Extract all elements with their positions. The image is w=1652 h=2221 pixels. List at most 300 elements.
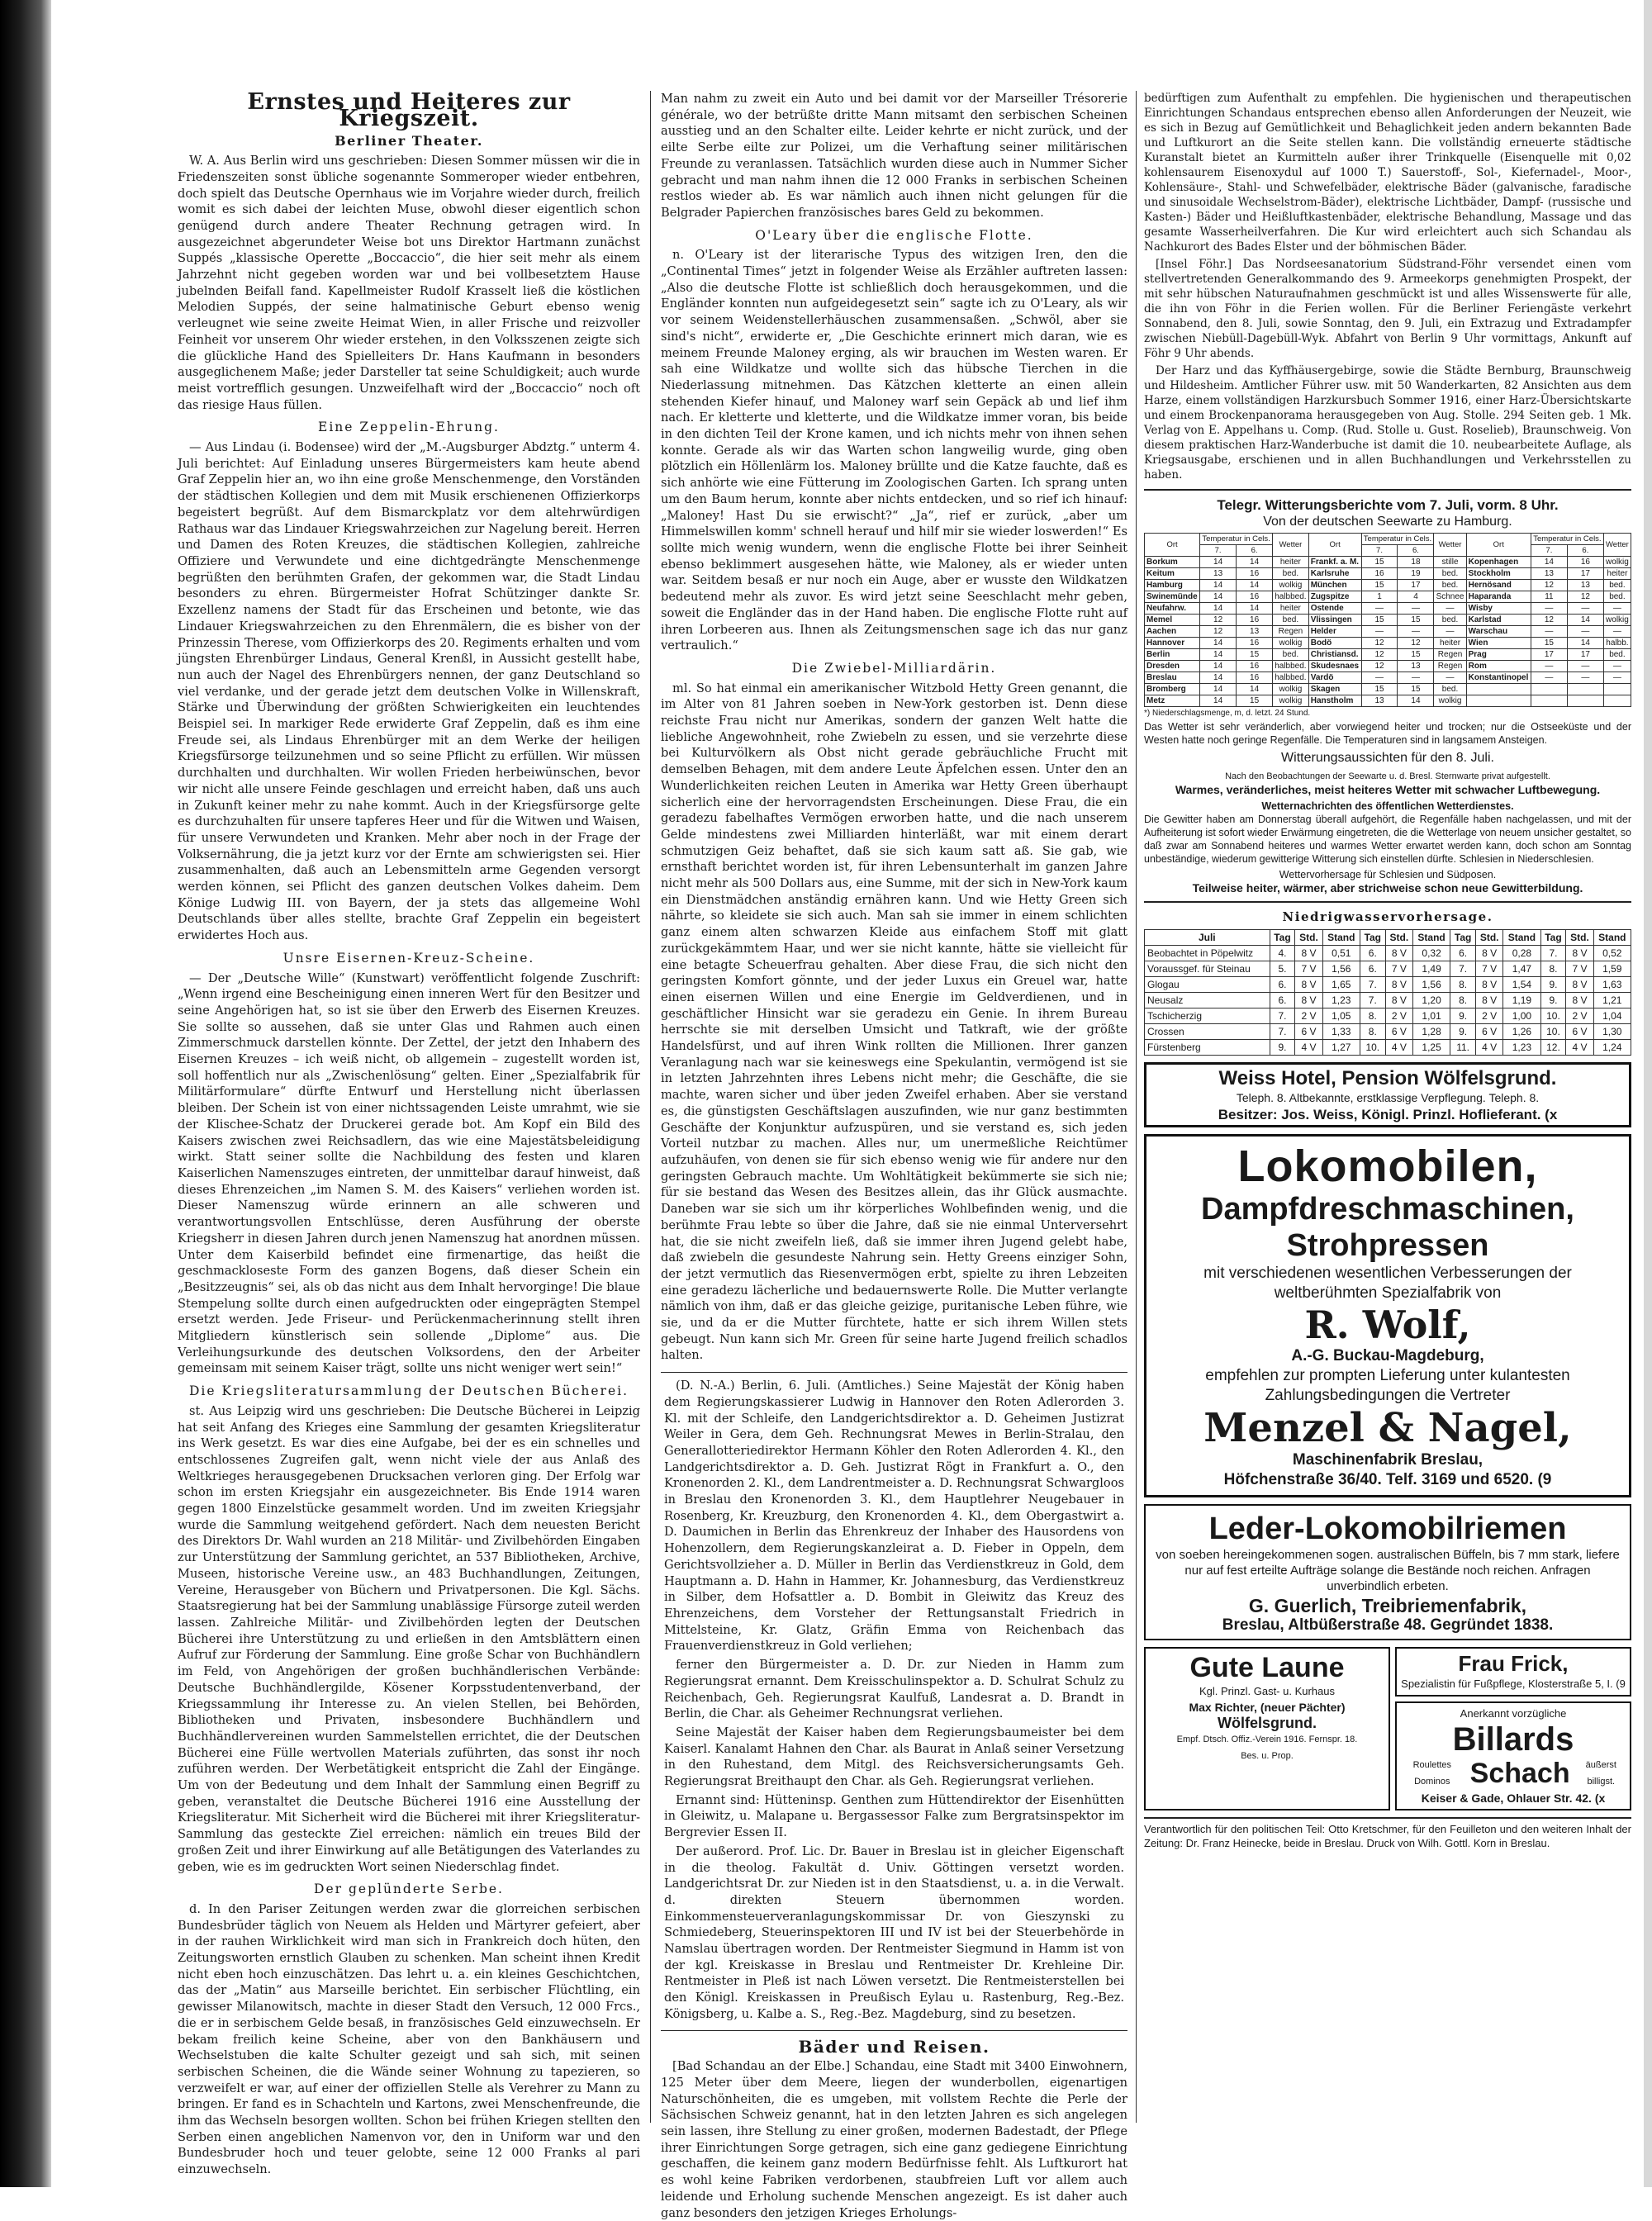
table-cell: 6.	[1450, 945, 1476, 961]
table-cell: 14	[1531, 557, 1567, 568]
table-cell: Zugspitze	[1308, 591, 1361, 603]
table-row	[1145, 992, 1631, 1008]
table-cell: wolkig	[1434, 695, 1466, 707]
table-cell: Tschicherzig	[1145, 1008, 1270, 1023]
table-cell: 17	[1567, 568, 1603, 580]
table-row	[1145, 638, 1631, 649]
table-cell: —	[1603, 661, 1631, 672]
table-cell: 4.	[1270, 945, 1295, 961]
ad-text: Empf. Dtsch. Offiz.-Verein 1916. Fernspr. 18.	[1176, 1735, 1358, 1745]
table-cell: —	[1398, 672, 1434, 684]
scan-binding-edge	[0, 0, 51, 2187]
table-cell: 15	[1361, 580, 1398, 591]
table-cell: 14	[1200, 603, 1237, 615]
table-row	[1145, 961, 1631, 976]
table-cell: 14	[1237, 557, 1273, 568]
ad-text	[1153, 1470, 1622, 1490]
table-cell: 0,52	[1593, 945, 1631, 961]
table-cell: 2 V	[1476, 1008, 1503, 1023]
table-cell: 16	[1237, 661, 1273, 672]
col-header: Ort	[1145, 534, 1200, 557]
article-text: [Insel Föhr.] Das Nordseesanatorium Südstrand-Föhr versendet einen vom stellvertretenden Generalkommando des 9. Armeekorps genehmigten Prospekt, der mit sehr hübschen Naturaufnahmen geschmückt ist und alles Wissenswerte für alle, die ihn von Föhr in die Ferien wollen. Für die Berliner Feriengäste verkehrt Sonnabend, den 8. Juli, sowie Sonntag, den 9. Juli, ein Extrazug und Extradampfer zwischen Niebüll-Dagebüll-Wyk. Abfahrt von Berlin 9 Uhr vormittags, Ankunft auf Föhr 9 Uhr abends.	[1144, 258, 1631, 360]
table-cell: 1,01	[1412, 1008, 1450, 1023]
table-cell: —	[1361, 672, 1398, 684]
table-cell: 9.	[1270, 1039, 1295, 1055]
table-cell: 1,23	[1503, 1039, 1540, 1055]
ad-headline: Weiss Hotel, Pension Wölfelsgrund.	[1218, 1066, 1557, 1089]
table-row	[1145, 1023, 1631, 1039]
table-cell: halbbed.	[1273, 661, 1309, 672]
table-cell: 8.	[1360, 1023, 1385, 1039]
table-cell: halbb.	[1603, 638, 1631, 649]
ad-text	[1399, 1676, 1627, 1692]
table-cell: 14	[1567, 638, 1603, 649]
ad-text: empfehlen zur prompten Lieferung unter kulantesten Zahlungsbedingungen die Vertreter	[1205, 1367, 1570, 1405]
table-row	[1145, 557, 1631, 568]
table-cell: 6 V	[1566, 1023, 1593, 1039]
table-cell	[1603, 695, 1631, 707]
table-cell: 2 V	[1385, 1008, 1412, 1023]
table-cell: —	[1434, 603, 1466, 615]
table-cell: Karlsruhe	[1308, 568, 1361, 580]
table-row	[1145, 615, 1631, 626]
weather-subtitle: Von der deutschen Seewarte zu Hamburg.	[1263, 514, 1512, 529]
section-heading: Bäder und Reisen.	[798, 2036, 990, 2057]
col-header: Wetter	[1603, 534, 1631, 557]
notice-text: Ernannt sind: Hütteninsp. Genthen zum Hüttendirektor der Eisenhütten in Gleiwitz, u. Malapane u. Bergassessor Falke zum Bergratsinspektor im Bergrevier Essen II.	[664, 1792, 1124, 1840]
prediction-text: Teilweise heiter, wärmer, aber strichweise schon neue Gewitterbildung.	[1192, 881, 1583, 895]
table-cell: Wien	[1466, 638, 1531, 649]
table-cell: 6.	[1270, 992, 1295, 1008]
table-cell: Borkum	[1145, 557, 1200, 568]
table-cell: Beobachtet in Pöpelwitz	[1145, 945, 1270, 961]
article-text: — Der „Deutsche Wille“ (Kunstwart) veröffentlicht folgende Zuschrift: „Wenn irgend eine Bescheinigung einen inneren Wert für den Besitzer und seine Angehörigen hat, so ist sie über den Erwerb des Eisernen Kreuzes. Sie sollte so aussehen, daß sie unter Glas und Rahmen auch einen Zimmerschmuck darstellen könnte. Der Zettel, der jetzt den Inhabern des Eisernen Kreuzes – ich weiß nicht, ob allgemein – zugestellt worden ist, soll hoffentlich nur als „Zwischenlösung“ gelten. Einer „Spezialfabrik für Militärformulare“ dürfte Entwurf und Herstellung nicht überlassen bleiben. Der Schein ist von einer nichtssagenden Leiste umrahmt, wie sie der Klischee-Schatz der Druckerei gerade bot. Am Kopf ein Bild des Kaisers zwischen zwei Reichsadlern, das wie eine Majestätsbeleidigung wirkt. Statt seiner sollte die Nachbildung des festen und klaren Kaiserlichen Namenszuges eintreten, der unmittelbar darauf hinweist, daß dieses Ehrenzeichen „im Namen S. M. des Kaisers“ verliehen worden ist. Dieser Namenszug würde erinnern an alle schweren und verantwortungsvollen Entschlüsse, deren Ausführung der oberste Kriegsherr in diesen Jahren durch jenen Namenszug hat anordnen müssen. Unter dem Kaiserbild befindet eine firmenartige, das heißt die geschmackloseste Form des ganzen Bogens, daß dieser Schein ein „Besitzzeugnis“ sei, als ob das nicht aus dem Inhalt hervorginge! Die blaue Stempelung sollte durch einen aufgedruckten oder eingeprägten Stempel ersetzt werden. Jede Friseur- und Perückenmacherinnung stellt ihren Mitgliedern künstlerisch sein sollende „Diplome“ aus. Die Verleihungsurkunde des deutschen Volksordens, den der Arbeiter gemeinsam mit seinem Kaiser trägt, sollte uns nicht weniger wert sein!“	[178, 971, 640, 1376]
ad-text: Besitzer: Jos. Weiss, Königl. Prinzl. Hoflieferant. (x	[1218, 1106, 1558, 1122]
obs-text: Die Gewitter haben am Donnerstag überall aufgehört, die Regenfälle haben nachgelassen, und mit der Aufheiterung ist sofort wieder Erwärmung eingetreten, die die Wetterlage von neuem unsicher gestaltet, so daß zwar am Sonnabend heiteres und warmes Wetter erwartet werden kann, doch schon am Sonntag unbeständige, wiederum gewitterige Witterung sich einstellen dürfte. Schlesien in Niederschlesien.	[1144, 814, 1631, 866]
table-cell: 0,51	[1322, 945, 1360, 961]
table-cell: Aachen	[1145, 626, 1200, 638]
table-cell: 1	[1361, 591, 1398, 603]
table-cell: 9.	[1450, 1008, 1476, 1023]
table-cell: wolkig	[1273, 684, 1309, 695]
ad-text: G. Guerlich, Treibriemenfabrik,	[1248, 1595, 1527, 1617]
table-cell: 7.	[1360, 992, 1385, 1008]
ad-billards	[1395, 1701, 1631, 1811]
table-cell: bed.	[1603, 649, 1631, 661]
col-header: Juli	[1145, 929, 1270, 945]
scan-right-edge	[1644, 0, 1652, 2187]
table-cell: 16	[1361, 568, 1398, 580]
article-heading: Der geplünderte Serbe.	[314, 1882, 504, 1897]
table-cell: Prag	[1466, 649, 1531, 661]
table-cell: 14	[1200, 661, 1237, 672]
table-cell: 7.	[1540, 945, 1566, 961]
table-cell: —	[1434, 672, 1466, 684]
table-cell: 10.	[1540, 1023, 1566, 1039]
table-cell: 14	[1200, 672, 1237, 684]
table-cell: Stockholm	[1466, 568, 1531, 580]
col-header: 6.	[1398, 545, 1434, 557]
table-cell: 9.	[1540, 976, 1566, 992]
table-cell: 4	[1398, 591, 1434, 603]
table-cell: 8 V	[1295, 976, 1322, 992]
ad-text: Anerkannt vorzügliche	[1460, 1706, 1567, 1720]
table-cell: Swinemünde	[1145, 591, 1200, 603]
ad-text: Kgl. Prinzl. Gast- u. Kurhaus	[1199, 1684, 1335, 1697]
table-cell: Warschau	[1466, 626, 1531, 638]
obs-title: Wetternachrichten des öffentlichen Wetterdienstes.	[1261, 800, 1514, 813]
table-cell: 14	[1200, 649, 1237, 661]
table-cell: 7 V	[1385, 961, 1412, 976]
section-title: Ernstes und Heiteres zur Kriegszeit.	[247, 89, 571, 131]
ad-address: Höfchenstraße 36/40. Telf. 3169 und 6520.	[1223, 1471, 1534, 1489]
col-header: Stand	[1503, 929, 1540, 945]
article-heading: Eine Zeppelin-Ehrung.	[318, 420, 500, 435]
table-cell: wolkig	[1273, 638, 1309, 649]
table-cell: Memel	[1145, 615, 1200, 626]
table-row	[1145, 626, 1631, 638]
table-cell: 6 V	[1385, 1023, 1412, 1039]
table-row	[1145, 603, 1631, 615]
ad-text: äußerst billigst.	[1585, 1760, 1616, 1787]
table-cell: Skagen	[1308, 684, 1361, 695]
table-cell: 14	[1200, 684, 1237, 695]
table-cell: 1,63	[1593, 976, 1631, 992]
table-cell: 14	[1200, 580, 1237, 591]
notice-text: Seine Majestät der Kaiser haben dem Regierungsbaumeister bei dem Kaiserl. Kanalamt Hahnen den Char. als Baurat in Anlaß seiner Versetzung in den Ruhestand, dem Mitgl. des Reichsversicherungsamts Geh. Regierungsrat Breithaupt den Char. als Geh. Regierungsrat verliehen.	[664, 1725, 1124, 1789]
table-cell: 8 V	[1295, 945, 1322, 961]
table-cell: —	[1531, 626, 1567, 638]
table-row	[1145, 945, 1631, 961]
table-cell: 12	[1531, 580, 1567, 591]
table-cell: 14	[1237, 603, 1273, 615]
table-cell: 10.	[1360, 1039, 1385, 1055]
table-cell: 16	[1237, 672, 1273, 684]
table-cell: —	[1531, 672, 1567, 684]
ad-gute-laune	[1144, 1647, 1390, 1811]
col-header: Std.	[1385, 929, 1412, 945]
column-3	[1144, 91, 1631, 2114]
table-cell: 8 V	[1385, 992, 1412, 1008]
col-header: Std.	[1566, 929, 1593, 945]
column-rule	[1136, 91, 1137, 2123]
prediction-title: Wettervorhersage für Schlesien und Südposen.	[1279, 869, 1497, 881]
table-cell: Berlin	[1145, 649, 1200, 661]
ad-text-main: Spezialistin für Fußpflege, Klosterstraße 5, I.	[1401, 1677, 1613, 1690]
weather-report: Das Wetter ist sehr veränderlich, aber vorwiegend heiter und trocken; nur die Ostseeküste und der Westen hatte noch geringe Regenfälle. Die Temperaturen sind in langsamem Ansteigen.	[1144, 721, 1631, 747]
table-cell: 1,05	[1322, 1008, 1360, 1023]
article-heading: Berliner Theater.	[335, 133, 483, 149]
table-cell: Neusalz	[1145, 992, 1270, 1008]
table-cell: 15	[1398, 684, 1434, 695]
table-row	[1145, 976, 1631, 992]
col-header: Temperatur in Cels.	[1361, 534, 1434, 545]
table-cell: 18	[1398, 557, 1434, 568]
table-row	[1145, 672, 1631, 684]
article-text: bedürftigen zum Aufenthalt zu empfehlen. Die hygienischen und therapeutischen Einrichtungen Schandaus entsprechen ebenso allen Anforderungen der Neuzeit, wie es sich in Bezug auf Gemütlichkeit und Behaglichkeit jeden andern bekannten Bade und Luftkurort an die Seite stellen kann. Die vollständig erneuerte städtische Kuranstalt bietet an Kurmitteln außer ihrer Trinkquelle (Eisenquelle mit 0,02 kohlensaurem Eisenoxydul auf 1000 T.) Sauerstoff-, Sol-, Kiefernadel-, Moor-, Kohlensäure-, Stahl- und Schwefelbäder, elektrische Bäder (galvanische, faradische und sinusoidale Wechselstrom-Bäder), elektrische Lichtbäder, Dampf- (russische und Kasten-) Bäder und Heißluftkastenbäder, elektrische Behandlung, Massage und das gesamte Wasserheilverfahren. Die Kur wird erleichtert auch sich Schandau als Nachkurort des Bades Elster und der böhmischen Bäder.	[1144, 92, 1631, 254]
table-cell: Regen	[1273, 626, 1309, 638]
table-cell: 1,26	[1503, 1023, 1540, 1039]
table-cell: heiter	[1273, 603, 1309, 615]
table-row	[1145, 649, 1631, 661]
table-cell: halbbed.	[1273, 591, 1309, 603]
table-cell: 8 V	[1566, 992, 1593, 1008]
table-cell: 1,49	[1412, 961, 1450, 976]
table-cell: 1,47	[1503, 961, 1540, 976]
table-cell: Haparanda	[1466, 591, 1531, 603]
table-cell	[1567, 684, 1603, 695]
table-cell: 13	[1398, 661, 1434, 672]
ad-text: mit verschiedenen wesentlichen Verbesserungen der weltberühmten Spezialfabrik von	[1203, 1265, 1572, 1303]
ad-brand: Menzel & Nagel,	[1203, 1405, 1572, 1452]
table-cell: 1,27	[1322, 1039, 1360, 1055]
table-cell: bed.	[1273, 615, 1309, 626]
table-row	[1145, 591, 1631, 603]
table-cell: 1,56	[1322, 961, 1360, 976]
col-header: Wetter	[1434, 534, 1466, 557]
ad-text: Maschinenfabrik Breslau,	[1292, 1451, 1483, 1469]
ad-headline: Lokomobilen,	[1237, 1141, 1538, 1192]
article-text: Man nahm zu zweit ein Auto und bei damit vor der Marseiller Trésorerie générale, wo der betrüßte dritte Mann mitsamt den serbischen Scheinen ausstieg und an den Schalter eilte. Leider kehrte er nicht zurück, und der eilte Serbe eilte zur Polizei, um die Verhaftung seiner militärischen Freunde zu veranlassen. Tatsächlich wurden diese auch in Nummer Sicher gebracht und man nahm ihnen die 12 000 Franks in serbischen Scheinen restlos wieder ab. Es war nämlich auch ihnen nicht gelungen für die Belgrader Papierchen französisches bares Geld zu bekommen.	[661, 92, 1127, 220]
table-cell: 15	[1361, 684, 1398, 695]
table-cell: Christiansd.	[1308, 649, 1361, 661]
table-cell: —	[1531, 603, 1567, 615]
table-cell: Hanstholm	[1308, 695, 1361, 707]
table-cell: —	[1361, 603, 1398, 615]
table-cell: Fürstenberg	[1145, 1039, 1270, 1055]
ad-text: Roulettes Dominos	[1412, 1760, 1452, 1787]
table-cell: —	[1567, 603, 1603, 615]
table-cell: 8 V	[1476, 992, 1503, 1008]
ad-column-right	[1395, 1647, 1631, 1811]
table-cell: 7.	[1450, 961, 1476, 976]
table-row	[1145, 695, 1631, 707]
table-cell: 7.	[1360, 976, 1385, 992]
weather-footnote: *) Niederschlagsmenge, m, d. letzt. 24 Stund.	[1144, 709, 1311, 719]
table-cell: 0,32	[1412, 945, 1450, 961]
table-cell: Metz	[1145, 695, 1200, 707]
col-header: Wetter	[1273, 534, 1309, 557]
table-cell: 12	[1398, 638, 1434, 649]
table-cell: 17	[1398, 580, 1434, 591]
table-cell: 14	[1237, 684, 1273, 695]
table-cell: 6 V	[1476, 1023, 1503, 1039]
table-cell: 12	[1567, 591, 1603, 603]
table-cell: 15	[1398, 615, 1434, 626]
article-heading: Unsre Eisernen-Kreuz-Scheine.	[282, 950, 535, 966]
table-cell: Neufahrw.	[1145, 603, 1200, 615]
table-cell: 15	[1237, 695, 1273, 707]
table-row	[1145, 684, 1631, 695]
table-cell: 0,28	[1503, 945, 1540, 961]
ad-headline: Schach	[1469, 1758, 1570, 1790]
table-row	[1145, 661, 1631, 672]
table-cell: Kopenhagen	[1466, 557, 1531, 568]
table-cell: 12	[1361, 649, 1398, 661]
ad-text: Wölfelsgrund.	[1218, 1715, 1317, 1732]
table-cell: 4 V	[1476, 1039, 1503, 1055]
table-cell: 5.	[1270, 961, 1295, 976]
table-cell: 13	[1361, 695, 1398, 707]
weather-title: Telegr. Witterungsberichte vom 7. Juli, vorm. 8 Uhr.	[1217, 497, 1559, 513]
table-cell: Crossen	[1145, 1023, 1270, 1039]
table-cell: Karlstad	[1466, 615, 1531, 626]
notice-text: Der außerord. Prof. Lic. Dr. Bauer in Breslau ist in gleicher Eigenschaft in die theolog. Fakultät d. Univ. Göttingen versetzt worden. Landgerichtsrat Dr. zur Nieden ist in den Staatsdienst, u. a. in die Verwalt. d. direkten Steuern übernommen worden. Einkommensteuerveranlagungskommissar Dr. von Gieszynski zu Schmiedeberg, Steuerinspektoren III und IV ist bei der Steuerbehörde in Namslau übertragen worden. Der Rentmeister Siegmund in Hamm ist von der kgl. Kreiskasse in Breslau und Rentmeister Dr. Krehleine Dir. Rentmeister in Pleß ist nach Löwen versetzt. Die Rentmeisterstellen bei den Königl. Kreiskassen in Preußisch Eylau u. Rastenburg, Reg.-Bez. Königsberg, u. Kalbe a. S., Reg.-Bez. Magdeburg, sind zu besetzen.	[664, 1844, 1124, 2021]
table-cell: 1,59	[1593, 961, 1631, 976]
article-text: st. Aus Leipzig wird uns geschrieben: Die Deutsche Bücherei in Leipzig hat seit Anfang des Krieges eine Sammlung der gesamten Kriegsliteratur ins Werk gesetzt. Es war dies eine Aufgabe, bei der es ein schnelles und entschlossenes Zugreifen galt, wenn nicht viele der aus Anlaß des Weltkrieges herausgegebenen Drucksachen verloren ging. Der Erfolg war schon im ersten Kriegsjahr ein ausgezeichneter. Bis Ende 1914 waren gegen 1800 Einzelstücke gesammelt worden. Und im zweiten Kriegsjahr wurde die Sammlung weitgehend gefördert. Nach dem neuesten Bericht des Direktors Dr. Wahl wurden an 218 Militär- und Zivilbehörden Eingaben zur Unterstützung der Sammlung gerichtet, an 537 Bibliotheken, Archive, Museen, historische Vereine usw., an 483 Buchhandlungen, Zeitungen, Vereine, Herausgeber von Büchern und Privatpersonen. Die Kgl. Sächs. Staatsregierung hat bei der Sammlung unablässige Fürsorge zuteil werden lassen. Zahlreiche Militär- und Zivilbehörden legten der Deutschen Bücherei ihre Unterstützung zu und erließen in den Amtsblättern einen Aufruf zur Förderung der Sammlung. Eine große Schar von Buchhändlern im Feld, von Angehörigen der großen buchhändlerischen Verbände: Deutsche Buchhändlergilde, Kösener Korpsstudentenverband, der Kriegssammlung ihr Interesse zu. An vielen Stellen, bei Behörden, Bibliotheken und Privaten, insbesondere Buchhändlern und Buchhändlervereinen wurden Sammelstellen errichtet, die der Deutschen Bücherei eine Fülle wertvollen Materials zuführten, das sonst ihr noch zuführen werden. Der Werbetätigkeit entspricht die Zahl der Eingänge. Um von der Bedeutung und dem Inhalt der Sammlung einen Begriff zu geben, veranstaltet die Deutsche Bücherei 1916 eine Ausstellung der Kriegsliteratur. Mit Sicherheit wird die Bücherei mit ihrer Kriegsliteratur-Sammlung das gesteckte Ziel erreichen: nämlich ein treues Bild der großen Zeit und ihrer Einwirkung auf alle Betätigungen des Vaterlandes zu geben, wie es im gedruckten Wort seinen Niederschlag findet.	[178, 1403, 640, 1874]
ad-frau-frick	[1395, 1647, 1631, 1697]
table-cell: 14	[1567, 615, 1603, 626]
table-cell: 12	[1200, 626, 1237, 638]
table-cell: 12	[1361, 661, 1398, 672]
table-cell: 1,20	[1412, 992, 1450, 1008]
table-cell: Breslau	[1145, 672, 1200, 684]
ad-brand: R. Wolf,	[1304, 1303, 1471, 1348]
table-cell: wolkig	[1273, 695, 1309, 707]
table-cell: bed.	[1434, 615, 1466, 626]
table-cell: Rom	[1466, 661, 1531, 672]
article-text: — Aus Lindau (i. Bodensee) wird der „M.-Augsburger Abdztg.“ unterm 4. Juli berichtet: Auf Einladung unseres Bürgermeisters kam heute abend Graf Zeppelin hier an, wo ihn eine große Menschenmenge, den Vorständen der städtischen Kollegien und dem mit Musik erschienenen Offizierkorps begeistert begrüßt. Auf dem Bismarckplatz vor dem altehrwürdigen Rathaus war das Lindauer Kriegswahrzeichen zur Nagelung bereit. Herren und Damen des Roten Kreuzes, die städtischen Kollegien, zahlreiche Offiziere und Verwundete und eine dichtgedrängte Menschenmenge begrüßten den berühmten Grafen, der gekommen war, die Stadt Lindau besonders zu ehren. Bürgermeister Hofrat Schützinger dankte Sr. Exzellenz namens der Stadt für das Erscheinen und betonte, wie das Lindauer Kriegswahrzeichen zu den Ehrenmälern, die es bisher von der Prinzessin Therese, vom Offizierkorps des 20. Regiments erhalten und vom jüngsten Ehrenbürger Lindaus, General Krenßl, in Aussicht gestellt habe, nun auch der Nagel des Ehrenbürgers nennen, der ganz Deutschland so viel verdanke, und der gerade jetzt dem deutschen Volke in Willenskraft, Stärke und Überwindung der größten Schwierigkeiten ein leuchtendes Beispiel sei. In markiger Rede erwiderte Graf Zeppelin, daß es ihm eine Freude sei, als Lindaus Ehrenbürger mit an dem Werke der heiligen Kriegsfürsorge teilzunehmen und so seine Pflicht zu erfüllen. Wir müssen durchhalten und durchhalten. Wir wollen Frieden herbeiwünschen, bevor wir nicht alle unsere Feinde geschlagen und erreicht haben, daß uns auch in Zukunft keiner mehr zu nahe kommt. Auch in der Kriegsfürsorge gelte es durchzuhalten für unsere tapferes Heer und für die Witwen und Waisen, für unsere Verwundeten und Kranken. Mehr aber noch in der Frage der Volksernährung, die ja jetzt kurz vor der Ernte am schwierigsten sei. Hier zusammenhalten, daß auch an Lebensmitteln arme Gegenden versorgt werden können, sei Pflicht des ganzen deutschen Volkes daheim. Dem Könige Ludwig III. von Bayern, der ja stets das allgemeine Wohl Deutschlands über alles stellte, brachte Graf Zeppelin ein begeistert erwidertes Hoch aus.	[178, 440, 640, 943]
table-cell: —	[1603, 626, 1631, 638]
col-header: Ort	[1466, 534, 1531, 557]
article-text: n. O'Leary ist der literarische Typus des witzigen Iren, den die „Continental Times“ jetzt in folgender Weise als Erzähler auftreten lassen: „Also die deutsche Flotte ist schließlich doch herausgekommen, und die Engländer konnten nun aufgeidegesetzt sein“ sagte ich zu O'Leary, als wir vor seinem Weidenstellerhäuschen zusammensaßen. „Schwöl, aber sie sind's nicht“, erwiderte er, „Die Geschichte erinnert mich daran, wie es meinem Freunde Maloney erging, als wir brauchen im Westen waren. Er sah eine Wildkatze und wollte sich das hübsche Tierchen in die Niederlassung mitnehmen. Das Kätzchen kletterte an einen allein stehenden Kiefer hinauf, und Maloney warf sein Gepäck ab und lief ihm nach. Er kletterte und kletterte, und die Wildkatze immer voran, bis beide in den dichten Teil der Krone kamen, und ich nichts mehr von ihnen sehen konnte. Gerade als wir das Warten schon langweilig wurde, ging oben plötzlich ein Höllenlärm los. Maloney brüllte und die Katze fauchte, daß es sich anhörte wie eine Fütterung im Zoologischen Garten. Ich sprang unten um den Baum herum, konnte aber nichts entdecken, und so rief ich hinauf: „Maloney! Hast Du sie erwischt?“ „Ja“, rief er zurück, „aber um Himmelswillen komm' schnell herauf und hilf mir sie wieder loswerden!“ Es sollte mich wenig wundern, wenn die englische Flotte bei ihrer Seinheit ebenso beklimmert ausgesehen hätte, wie Maloney, als er wieder unten war. Seitdem besaß er nur noch ein Auge, aber er wusste den Wildkatzen bedeutend mehr als zuvor. Es wird jetzt seine Seeschlacht mehr geben, soweit die Engländer das in der Hand haben. Die englische Flotte ruht auf ihren Lorbeeren aus. Ihnen als Zeitungsmenschen sage ich das nur ganz vertraulich.“	[661, 248, 1127, 653]
table-cell: Konstantinopel	[1466, 672, 1531, 684]
ad-code: (9	[1616, 1677, 1626, 1690]
divider	[1144, 901, 1631, 903]
column-1	[178, 89, 640, 2177]
table-cell: Regen	[1434, 661, 1466, 672]
table-cell: 7.	[1270, 1008, 1295, 1023]
table-cell: 8.	[1360, 1008, 1385, 1023]
weather-table	[1144, 533, 1631, 707]
table-cell	[1531, 684, 1567, 695]
ad-headline: Leder-Lokomobilriemen	[1208, 1512, 1567, 1547]
table-cell: Ostende	[1308, 603, 1361, 615]
table-cell: 8.	[1540, 961, 1566, 976]
table-cell: bed.	[1603, 591, 1631, 603]
table-cell: 14	[1237, 580, 1273, 591]
table-cell: heiter	[1434, 638, 1466, 649]
table-cell: 1,28	[1412, 1023, 1450, 1039]
table-cell: 16	[1567, 557, 1603, 568]
ad-headline: Frau Frick,	[1458, 1650, 1569, 1676]
table-cell: 1,04	[1593, 1008, 1631, 1023]
ad-code: (9	[1537, 1471, 1552, 1489]
table-cell: Frankf. a. M.	[1308, 557, 1361, 568]
table-cell: 12.	[1540, 1039, 1566, 1055]
table-cell: Dresden	[1145, 661, 1200, 672]
ad-text: A.-G. Buckau-Magdeburg,	[1291, 1347, 1484, 1365]
table-cell: 7.	[1270, 1023, 1295, 1039]
table-cell: 10.	[1540, 1008, 1566, 1023]
table-cell: 8 V	[1295, 992, 1322, 1008]
table-row	[1145, 1039, 1631, 1055]
table-cell: wolkig	[1273, 580, 1309, 591]
table-cell: Vlissingen	[1308, 615, 1361, 626]
table-cell: 1,23	[1322, 992, 1360, 1008]
table-cell: 13	[1531, 568, 1567, 580]
table-cell: 1,24	[1593, 1039, 1631, 1055]
table-cell: halbbed.	[1273, 672, 1309, 684]
ad-text: von soeben hereingekommenen sogen. australischen Büffeln, bis 7 mm stark, liefere nur auf fest erteilte Aufträge solange die Bestände noch reichen. Anfragen unverbindlich erbeten.	[1156, 1548, 1620, 1594]
table-cell: 11	[1531, 591, 1567, 603]
col-header: Stand	[1322, 929, 1360, 945]
table-cell: Schnee	[1434, 591, 1466, 603]
table-cell: 13	[1200, 568, 1237, 580]
table-cell: wolkig	[1603, 615, 1631, 626]
table-cell: 8 V	[1566, 945, 1593, 961]
ad-leder-riemen	[1144, 1504, 1631, 1640]
article-text: ml. So hat einmal ein amerikanischer Witzbold Hetty Green genannt, die im Alter von 81 Jahren soeben in New-York gestorben ist. Denn diese reichste Frau nicht nur Amerikas, sondern der ganzen Welt hatte die liebliche Angewohnheit, rohe Zwiebeln zu essen, und sie verzehrte diese bei Kulturvölkern als Obst nicht gerade gebräuchliche Frucht mit demselben Behagen, mit dem andere Leute Äpfelchen essen. Unter den an Wunderlichkeiten reichen Leuten in Amerika war Hetty Green überhaupt sicherlich eine der hervorragendsten Erscheinungen. Diese Frau, die ein geradezu fabelhaftes Vermögen erworben hatte, und die nach unserem Gelde mindestens zwei Milliarden hinterläßt, war mit einem derart schmutzigen Geiz behaftet, daß sie sich kaum satt aß. Sie gab, wie ernsthaft berichtet worden ist, für ihren Lebensunterhalt im ganzen Jahre nicht mehr als 500 Dollars aus, eine Summe, mit der sich in New-York kaum ein Dienstmädchen anständig ernähren kann. Und wie Hetty Green sich nährte, so kleidete sie sich auch. Man sah sie immer in einem schlichten ganz einem alten schwarzen Kleide aus einfachem Stoff mit glatt zurückgekämmtem Haar, und wer sie nicht kannte, hätte sie vielleicht für eine betagte Scheuerfrau gehalten. Aber diese Frau, die sich nicht den geringsten Komfort gönnte, und der jeder Luxus ein Greuel war, hatte einen eisernen Willen und eine Energie im Geldverdienen, und in geschäftlicher Hinsicht war sie geradezu ein Genie. In ihrem Bureau herrschte sie mit derselben Umsicht und Tatkraft, wie der größte Handelsfürst, und auf ihren Wink rollten die Millionen. Ihrer ganzen Veranlagung nach war sie keineswegs eine Spekulantin, vermögend ist sie in letzten Jahrzehnten ihres Lebens nicht mehr; die Geschäfte, die sie machte, waren sicher und über jeden Zweifel erhaben. Aber sie verstand es, die günstigsten Geschäftslagen auszufinden, wie nur ganz bestimmten Geschäfte der Konjunktur aufzuspüren, und sie verstand es, sich jeden Vorteil nutzbar zu machen. Alles nur, um unermeßliche Reichtümer aufzuhäufen, von denen sie für sich ebenso wenig wie für andere nur den geringsten Gebrauch machte. Um Wohltätigkeit bekümmerte sie sich nie; für sie bestand das Wesen des Besitzes allein, das ihr Glück ausmachte. Daneben war sie sich um ihr körperliches Wohlbefinden wenig, und die berühmte Frau lebte so über die Jahre, daß sie nie einmal Unterversehrt hat, die sie nicht zweifeln ließ, daß sie immer ihren Jugend gelebt habe, daß zwiebeln die gesundeste Nahrung sein. Hetty Greens einziger Sohn, der jetzt vermutlich das Riesenvermögen erbt, spielte zu ihren Lebzeiten eine geradezu lächerliche und bedauernswerte Rolle. Die Mutter verlangte nämlich von ihm, daß er das gleiche geizige, puritanische Leben führe, wie sie, und da er die Mutter fürchtete, hatte er sich ihrem Willen stets gebeugt. Nun kann sich Mr. Green für seine harte Jugend freilich schadlos halten.	[661, 681, 1127, 1363]
forecast-text: Warmes, veränderliches, meist heiteres Wetter mit schwacher Luftbewegung.	[1175, 783, 1601, 797]
col-header: 6.	[1237, 545, 1273, 557]
table-cell: bed.	[1434, 580, 1466, 591]
table-row	[1145, 568, 1631, 580]
table-cell: München	[1308, 580, 1361, 591]
table-cell: —	[1567, 672, 1603, 684]
col-header: Tag	[1270, 929, 1295, 945]
table-cell: 13	[1567, 580, 1603, 591]
table-cell: Hannover	[1145, 638, 1200, 649]
table-cell: 8.	[1450, 976, 1476, 992]
col-header: 7.	[1361, 545, 1398, 557]
col-header: Temperatur in Cels.	[1200, 534, 1273, 545]
table-cell: 1,00	[1503, 1008, 1540, 1023]
column-rule	[650, 91, 651, 2123]
col-header: Stand	[1412, 929, 1450, 945]
table-cell: 16	[1237, 615, 1273, 626]
table-cell: —	[1398, 626, 1434, 638]
ad-text: Breslau, Altbüßerstraße 48. Gegründet 1838.	[1222, 1616, 1554, 1635]
water-table-body	[1145, 945, 1631, 1055]
table-cell: 7 V	[1476, 961, 1503, 976]
table-cell: 4 V	[1295, 1039, 1322, 1055]
ad-code: (x	[1594, 1791, 1606, 1805]
col-header: 7.	[1200, 545, 1237, 557]
table-cell: —	[1531, 661, 1567, 672]
table-cell: 9.	[1540, 992, 1566, 1008]
table-cell: 8 V	[1566, 976, 1593, 992]
col-header: Tag	[1360, 929, 1385, 945]
ad-weiss-hotel	[1144, 1062, 1631, 1127]
col-header: Stand	[1593, 929, 1631, 945]
table-cell: 4 V	[1566, 1039, 1593, 1055]
col-header: Ort	[1308, 534, 1361, 557]
table-cell: 16	[1237, 591, 1273, 603]
table-cell: 12	[1200, 615, 1237, 626]
table-cell: heiter	[1273, 557, 1309, 568]
col-header: Std.	[1295, 929, 1322, 945]
table-cell: —	[1567, 626, 1603, 638]
official-notices	[661, 1372, 1127, 2030]
forecast-title: Witterungsaussichten für den 8. Juli.	[1281, 751, 1494, 766]
ad-address: Keiser & Gade, Ohlauer Str. 42.	[1421, 1791, 1592, 1805]
forecast-subtitle: Nach den Beobachtungen der Seewarte u. d. Bresl. Sternwarte privat aufgestellt.	[1225, 771, 1550, 782]
table-cell: 1,54	[1503, 976, 1540, 992]
table-cell: bed.	[1434, 568, 1466, 580]
table-cell: 1,30	[1593, 1023, 1631, 1039]
table-cell: 1,21	[1593, 992, 1631, 1008]
column-2	[661, 91, 1127, 2220]
notice-text: ferner den Bürgermeister a. D. Dr. zur Nieden in Hamm zum Regierungsrat ernannt. Dem Kreisschulinspektor a. D. Schulrat Schulz zu Reichenbach, Geh. Regierungsrat Kaulfuß, Landesrat a. D. Brandt in Berlin, die Char. als Geheimer Rechnungsrat verliehen.	[664, 1658, 1124, 1721]
table-cell: 15	[1361, 615, 1398, 626]
table-cell: 7 V	[1295, 961, 1322, 976]
table-cell: 19	[1398, 568, 1434, 580]
table-cell: 4 V	[1385, 1039, 1412, 1055]
table-cell: 1,25	[1412, 1039, 1450, 1055]
table-cell: 9.	[1450, 1023, 1476, 1039]
col-header: 7.	[1531, 545, 1567, 557]
